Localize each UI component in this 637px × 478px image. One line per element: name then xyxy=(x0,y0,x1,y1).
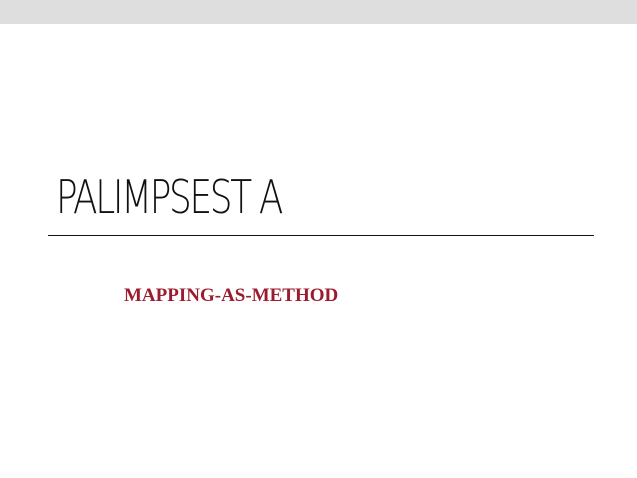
slide-title: PALIMPSEST A xyxy=(56,170,282,224)
slide-subtitle: MAPPING-AS-METHOD xyxy=(124,285,339,306)
slide-canvas xyxy=(0,24,637,478)
title-divider xyxy=(48,235,594,236)
viewer-top-bar xyxy=(0,0,637,24)
